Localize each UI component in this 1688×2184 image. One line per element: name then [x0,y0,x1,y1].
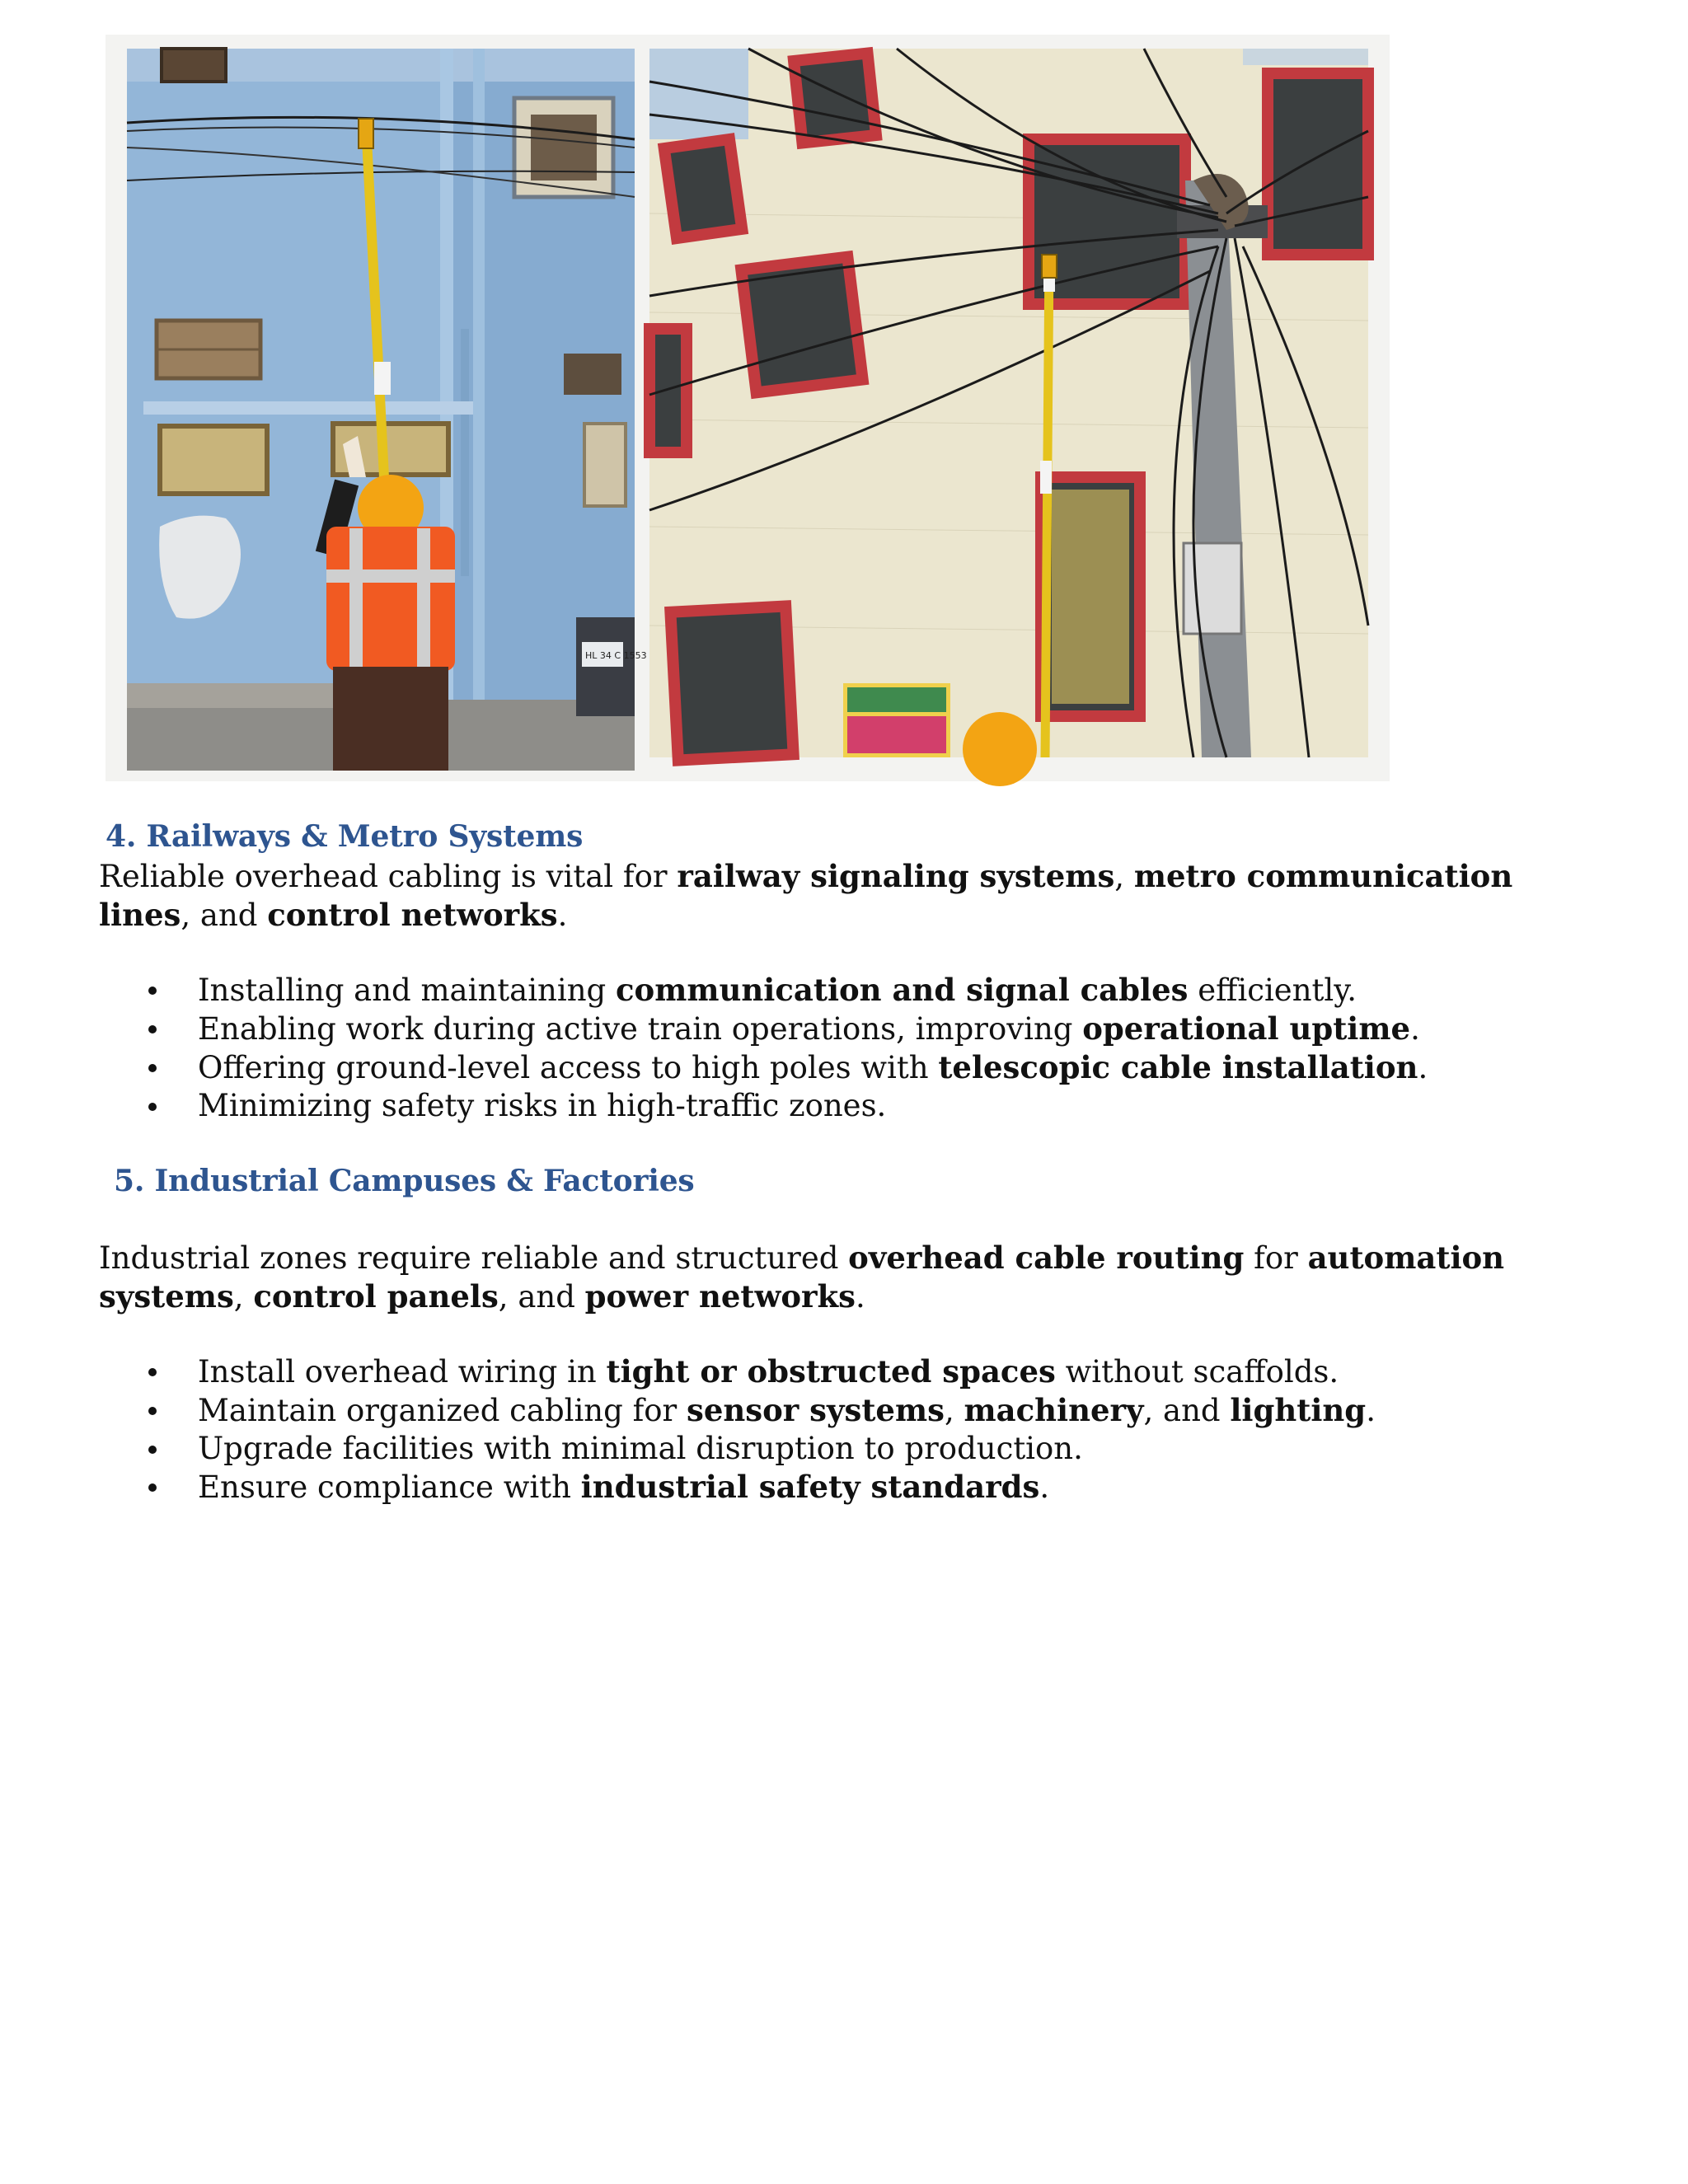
bold-text: sensor systems [687,1392,945,1428]
railways-bullet-list [99,971,1582,1125]
section-heading-industrial: 5. Industrial Campuses & Factories [114,1164,695,1198]
photo-strip [106,35,1390,781]
text: . [1410,1011,1420,1047]
list-item [99,1430,1582,1468]
text: , and [1143,1393,1231,1428]
text: efficiently. [1188,972,1357,1008]
text: , [1114,859,1134,894]
bullet-icon [148,1407,157,1415]
bold-text: automation systems [99,1240,1505,1315]
bold-text: control networks [267,897,558,933]
bold-text: metro communication lines [99,858,1513,933]
text: Installing and maintaining [198,972,616,1008]
text: , [233,1279,254,1315]
list-item [99,1048,1582,1087]
text: without scaffolds. [1055,1354,1339,1390]
photo-utility-pole-building [649,49,1368,757]
list-item [99,1352,1582,1391]
bold-text: industrial safety standards [580,1469,1040,1505]
bold-text: overhead cable routing [848,1240,1245,1276]
industrial-intro-paragraph [99,1239,1599,1316]
text: . [557,898,568,933]
text: . [856,1279,865,1315]
bold-text: tight or obstructed spaces [606,1353,1056,1390]
bullet-icon [148,1368,157,1376]
text: Maintain organized cabling for [198,1393,687,1428]
text: Install overhead wiring in [198,1354,607,1390]
text: , and [181,898,268,933]
text: . [1366,1393,1376,1428]
list-item [99,971,1582,1010]
text: . [1418,1050,1428,1085]
bold-text: communication and signal cables [615,972,1189,1008]
section-heading-railways: 4. Railways & Metro Systems [106,819,584,854]
list-item [99,1010,1582,1048]
bold-text: power networks [584,1278,856,1315]
bold-text: lighting [1230,1392,1367,1428]
industrial-bullet-list [99,1352,1582,1507]
bullet-icon [148,1446,157,1454]
bullet-icon [148,987,157,995]
bold-text: railway signaling systems [677,858,1115,894]
bold-text: telescopic cable installation [938,1049,1418,1085]
text: Upgrade facilities with minimal disruption to production. [198,1431,1083,1466]
bold-text: control panels [253,1278,499,1315]
bold-text: operational uptime [1082,1010,1411,1047]
scooter-plate: HL 34 C 1553 [585,650,647,661]
text: Enabling work during active train operations, improving [198,1011,1083,1047]
bold-text: machinery [964,1392,1144,1428]
list-item [99,1468,1582,1507]
text: Reliable overhead cabling is vital for [99,859,678,894]
text: Ensure compliance with [198,1469,581,1505]
bullet-icon [148,1064,157,1072]
bullet-icon [148,1025,157,1033]
text: Offering ground-level access to high poles with [198,1050,939,1085]
text: Minimizing safety risks in high-traffic zones. [198,1088,887,1123]
bullet-icon [148,1483,157,1492]
text: , and [498,1279,585,1315]
text: Industrial zones require reliable and structured [99,1240,849,1276]
text: . [1039,1469,1050,1505]
list-item [99,1087,1582,1125]
list-item [99,1391,1582,1430]
text: , [944,1393,964,1428]
text: for [1244,1240,1308,1276]
photo-worker-blue-building [127,49,647,771]
bullet-icon [148,1103,157,1111]
railways-intro-paragraph [99,857,1599,935]
